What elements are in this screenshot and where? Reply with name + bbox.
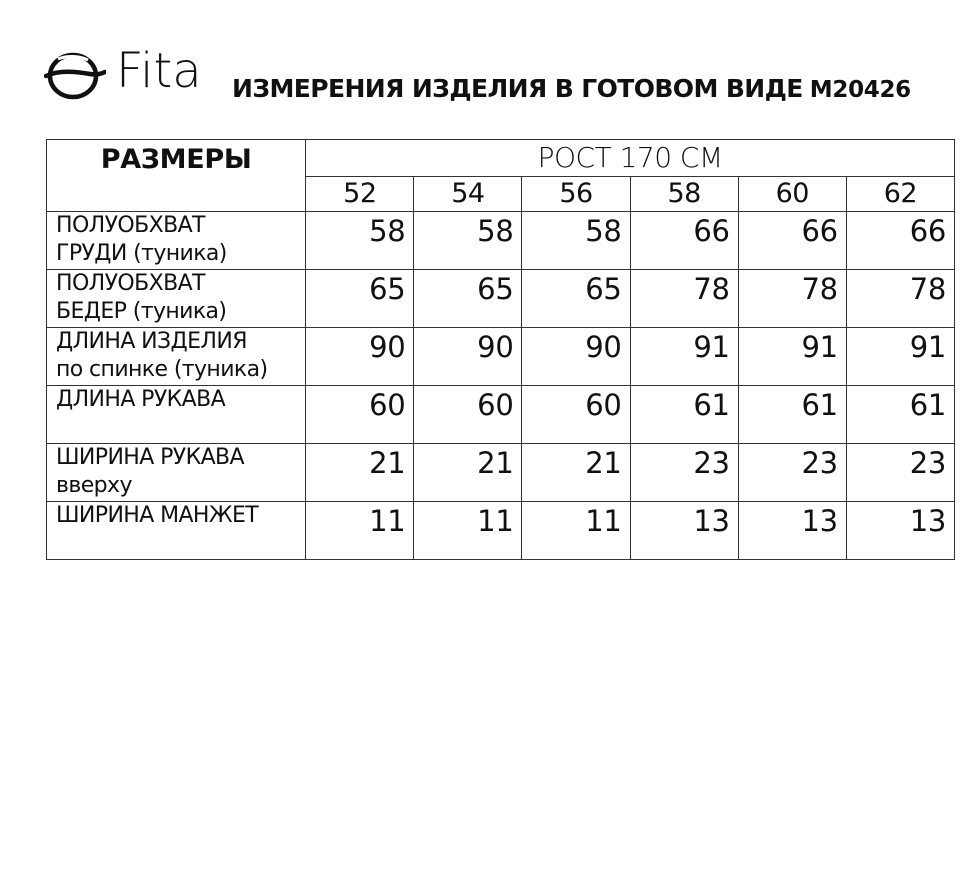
size-header-cell: 56	[522, 176, 630, 212]
height-header: РОСТ 170 СМ	[306, 140, 955, 177]
row-label-line2: БЕДЕР (туника)	[56, 299, 227, 324]
table-cell: 58	[306, 212, 414, 270]
table-cell: 65	[306, 270, 414, 328]
table-cell: 61	[846, 386, 954, 444]
row-label-line1: ДЛИНА РУКАВА	[56, 387, 226, 412]
table-cell: 91	[738, 328, 846, 386]
table-cell: 11	[522, 502, 630, 560]
brand-name: Fita	[116, 43, 202, 99]
row-label-line2: по спинке (туника)	[56, 357, 268, 382]
size-header-cell: 52	[306, 176, 414, 212]
table-cell: 91	[630, 328, 738, 386]
table-cell: 60	[522, 386, 630, 444]
table-row	[47, 328, 955, 386]
size-header-cell: 58	[630, 176, 738, 212]
table-cell: 21	[306, 444, 414, 502]
table-header-row	[47, 140, 955, 177]
table-cell: 90	[414, 328, 522, 386]
row-label-line2: вверху	[56, 473, 132, 498]
table-row	[47, 444, 955, 502]
table-cell: 78	[846, 270, 954, 328]
size-header-cell: 62	[846, 176, 954, 212]
table-cell: 60	[306, 386, 414, 444]
table-cell: 23	[630, 444, 738, 502]
model-code: М20426	[809, 77, 911, 103]
table-cell: 11	[306, 502, 414, 560]
row-label	[47, 386, 306, 444]
table-cell: 23	[738, 444, 846, 502]
title-text: ИЗМЕРЕНИЯ ИЗДЕЛИЯ В ГОТОВОМ ВИДЕ	[232, 74, 803, 103]
table-cell: 61	[630, 386, 738, 444]
table-cell: 21	[414, 444, 522, 502]
table-cell: 65	[414, 270, 522, 328]
table-cell: 13	[630, 502, 738, 560]
row-label	[47, 444, 306, 502]
table-row	[47, 502, 955, 560]
table-row	[47, 270, 955, 328]
document-title	[232, 74, 911, 105]
size-header-cell: 54	[414, 176, 522, 212]
size-header-cell: 60	[738, 176, 846, 212]
table-cell: 58	[522, 212, 630, 270]
table-cell: 78	[630, 270, 738, 328]
table-cell: 90	[522, 328, 630, 386]
row-label-line1: ШИРИНА РУКАВА	[56, 445, 244, 470]
table-cell: 13	[738, 502, 846, 560]
fita-logo-icon	[44, 46, 106, 102]
table-cell: 90	[306, 328, 414, 386]
row-label	[47, 212, 306, 270]
row-label-line1: ДЛИНА ИЗДЕЛИЯ	[56, 329, 247, 354]
table-cell: 60	[414, 386, 522, 444]
row-label	[47, 328, 306, 386]
table-cell: 78	[738, 270, 846, 328]
table-cell: 58	[414, 212, 522, 270]
brand-logo	[44, 44, 202, 104]
row-label	[47, 502, 306, 560]
table-cell: 65	[522, 270, 630, 328]
table-row	[47, 386, 955, 444]
table-cell: 66	[738, 212, 846, 270]
table-cell: 91	[846, 328, 954, 386]
sizes-header-cell	[47, 140, 306, 212]
table-cell: 23	[846, 444, 954, 502]
table-cell: 21	[522, 444, 630, 502]
row-label-line1: ПОЛУОБХВАТ	[56, 271, 205, 296]
row-label-line1: ШИРИНА МАНЖЕТ	[56, 503, 259, 528]
table-row	[47, 212, 955, 270]
row-label-line2: ГРУДИ (туника)	[56, 241, 227, 266]
table-cell: 61	[738, 386, 846, 444]
sizes-header: РАЗМЕРЫ	[100, 144, 252, 175]
row-label-line1: ПОЛУОБХВАТ	[56, 213, 205, 238]
table-cell: 11	[414, 502, 522, 560]
table-cell: 66	[846, 212, 954, 270]
row-label	[47, 270, 306, 328]
table-cell: 13	[846, 502, 954, 560]
measurements-table	[46, 139, 955, 560]
table-cell: 66	[630, 212, 738, 270]
